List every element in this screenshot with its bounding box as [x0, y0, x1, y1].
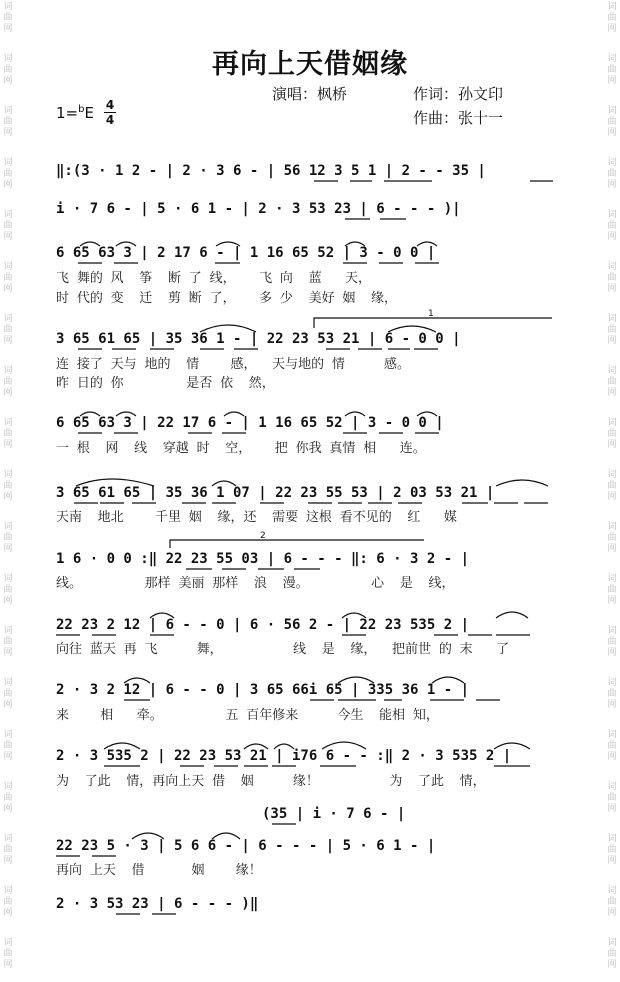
lyric-line-7a: 线。 那样 美丽 那样 浪 漫。 心 是 线， — [56, 576, 455, 591]
watermark-char: 网 — [607, 336, 617, 346]
watermark-char: 曲 — [3, 741, 13, 751]
key-signature — [56, 104, 94, 122]
lyric-line-6a: 天南 地北 千里 姻 缘，还 需要 这根 看不见的 红 媒 — [56, 510, 457, 525]
watermark-char: 网 — [607, 596, 617, 606]
watermark-char: 曲 — [3, 65, 13, 75]
watermark-char: 网 — [607, 960, 617, 970]
watermark-char: 词 — [3, 574, 13, 584]
watermark-char: 曲 — [607, 741, 617, 751]
score-line-1: ‖:(3 · 1 2 - | 2 · 3 6 - | 56 12 3 5 1 | 2 - - 35 | — [56, 163, 486, 179]
watermark-char: 曲 — [3, 793, 13, 803]
left-watermark-strip — [0, 0, 16, 982]
watermark-char: 词 — [607, 2, 617, 12]
watermark-char: 词 — [607, 210, 617, 220]
watermark-char: 网 — [607, 700, 617, 710]
watermark-char: 网 — [607, 24, 617, 34]
watermark-char: 曲 — [3, 221, 13, 231]
watermark-char: 网 — [3, 596, 13, 606]
watermark-char: 曲 — [607, 221, 617, 231]
score-line-13: 2 · 3 53 23 | 6 - - - )‖ — [56, 896, 259, 912]
watermark-char: 网 — [3, 804, 13, 814]
watermark-char: 网 — [3, 440, 13, 450]
watermark-char: 词 — [3, 106, 13, 116]
watermark-char: 网 — [607, 388, 617, 398]
watermark-char: 词 — [3, 782, 13, 792]
watermark-char: 词 — [607, 54, 617, 64]
watermark-char: 网 — [607, 856, 617, 866]
score-line-8: 22 23 2 12 | 6 - - 0 | 6 · 56 2 - | 22 23 535 2 | — [56, 617, 470, 633]
watermark-char: 曲 — [607, 637, 617, 647]
watermark-char: 曲 — [607, 949, 617, 959]
watermark-char: 曲 — [3, 585, 13, 595]
watermark-char: 曲 — [3, 325, 13, 335]
time-signature — [104, 99, 116, 126]
score-line-6: 3 65 61 65 | 35 36 1 07 | 22 23 55 53 | 2 03 53 21 | — [56, 485, 495, 501]
watermark-char: 曲 — [607, 897, 617, 907]
watermark-char: 词 — [607, 730, 617, 740]
score-line-4: 3 65 61 65 | 35 36 1 - | 22 23 53 21 | 6 - 0 0 | — [56, 331, 461, 347]
watermark-char: 词 — [607, 262, 617, 272]
watermark-char: 网 — [3, 544, 13, 554]
watermark-char: 曲 — [607, 429, 617, 439]
watermark-char: 曲 — [607, 273, 617, 283]
volta-2-label: 2 — [260, 531, 266, 541]
watermark-char: 网 — [3, 128, 13, 138]
composer-credit: 作曲：张十一 — [413, 109, 504, 127]
watermark-char: 曲 — [3, 169, 13, 179]
watermark-char: 网 — [3, 180, 13, 190]
score-line-11: (35 | i · 7 6 - | — [262, 806, 406, 822]
key-flat: b — [78, 104, 85, 115]
watermark-char: 曲 — [607, 13, 617, 23]
watermark-char: 词 — [3, 470, 13, 480]
watermark-char: 曲 — [3, 377, 13, 387]
watermark-char: 词 — [3, 626, 13, 636]
watermark-char: 网 — [607, 544, 617, 554]
watermark-char: 词 — [3, 418, 13, 428]
watermark-char: 词 — [607, 470, 617, 480]
watermark-char: 曲 — [607, 65, 617, 75]
watermark-char: 曲 — [607, 117, 617, 127]
key-note: E — [84, 104, 94, 122]
watermark-char: 曲 — [3, 429, 13, 439]
lyric-line-12a: 再向 上天 借 姻 缘！ — [56, 863, 262, 878]
lyric-line-10a: 为 了此 情，再向上天 借 姻 缘！ 为 了此 情， — [56, 774, 486, 789]
score-line-7: 1 6 · 0 0 :‖ 22 23 55 03 | 6 - - - ‖: 6 · 3 2 - | — [56, 551, 470, 567]
watermark-char: 词 — [607, 886, 617, 896]
watermark-char: 网 — [3, 960, 13, 970]
watermark-char: 词 — [607, 626, 617, 636]
watermark-char: 网 — [607, 128, 617, 138]
lyric-line-9a: 来 相 牵。 五 百年修来 今生 能相 知， — [56, 708, 439, 723]
score-line-9: 2 · 3 2 12 | 6 - - 0 | 3 65 66i 65 | 335 36 1 - | — [56, 682, 470, 698]
watermark-char: 网 — [3, 700, 13, 710]
key-prefix: 1= — [56, 104, 79, 122]
lyricist-credit: 作词：孙文印 — [413, 85, 504, 103]
watermark-char: 网 — [607, 180, 617, 190]
watermark-char: 网 — [607, 76, 617, 86]
watermark-char: 曲 — [3, 845, 13, 855]
watermark-char: 曲 — [3, 533, 13, 543]
watermark-char: 网 — [3, 388, 13, 398]
score-line-10: 2 · 3 535 2 | 22 23 53 21 | i76 6 - - :‖ 2 · 3 535 2 | — [56, 748, 512, 764]
watermark-char: 网 — [3, 856, 13, 866]
watermark-char: 曲 — [3, 689, 13, 699]
watermark-char: 词 — [3, 54, 13, 64]
watermark-char: 网 — [607, 908, 617, 918]
score-line-12: 22 23 5 · 3 | 5 6 6 - | 6 - - - | 5 · 6 1 - | — [56, 838, 436, 854]
watermark-char: 曲 — [3, 637, 13, 647]
watermark-char: 曲 — [607, 793, 617, 803]
watermark-char: 网 — [607, 804, 617, 814]
watermark-char: 曲 — [607, 689, 617, 699]
watermark-char: 词 — [3, 678, 13, 688]
watermark-char: 网 — [607, 284, 617, 294]
right-watermark-strip — [604, 0, 620, 982]
watermark-char: 网 — [3, 752, 13, 762]
watermark-char: 词 — [607, 366, 617, 376]
score-line-2: i · 7 6 - | 5 · 6 1 - | 2 · 3 53 23 | 6 - - - )| — [56, 201, 461, 217]
watermark-char: 曲 — [607, 169, 617, 179]
volta-1-label: 1 — [428, 309, 434, 319]
watermark-char: 网 — [607, 440, 617, 450]
watermark-char: 曲 — [3, 897, 13, 907]
watermark-char: 词 — [607, 574, 617, 584]
watermark-char: 曲 — [3, 13, 13, 23]
watermark-char: 词 — [3, 366, 13, 376]
song-title: 再向上天借姻缘 — [212, 49, 408, 80]
watermark-char: 词 — [3, 834, 13, 844]
watermark-char: 词 — [3, 262, 13, 272]
watermark-char: 网 — [607, 648, 617, 658]
watermark-char: 曲 — [3, 273, 13, 283]
watermark-char: 词 — [607, 938, 617, 948]
lyric-line-4b: 昨 日的 你 是否 依 然， — [56, 376, 275, 391]
watermark-char: 词 — [3, 886, 13, 896]
watermark-char: 网 — [3, 232, 13, 242]
watermark-char: 曲 — [607, 845, 617, 855]
watermark-char: 网 — [3, 908, 13, 918]
watermark-char: 词 — [3, 314, 13, 324]
score-line-5: 6 65 63 3 | 22 17 6 - | 1 16 65 52 | 3 - 0 0 | — [56, 415, 444, 431]
lyric-line-4a: 连 接了 天与 地的 情 感， 天与地的 情 感。 — [56, 357, 411, 372]
score-line-3: 6 65 63 3 | 2 17 6 - | 1 16 65 52 | 3 - 0 0 | — [56, 245, 436, 261]
meter-bottom: 4 — [105, 113, 115, 127]
watermark-char: 曲 — [3, 117, 13, 127]
watermark-char: 词 — [607, 678, 617, 688]
watermark-char: 词 — [607, 834, 617, 844]
watermark-char: 曲 — [607, 377, 617, 387]
watermark-char: 曲 — [607, 481, 617, 491]
lyric-line-8a: 向往 蓝天 再 飞 舞， 线 是 缘， 把前世 的 末 了 — [56, 642, 510, 657]
watermark-char: 曲 — [607, 533, 617, 543]
watermark-char: 曲 — [3, 481, 13, 491]
watermark-char: 网 — [3, 24, 13, 34]
watermark-char: 词 — [607, 522, 617, 532]
lyric-line-3b: 时 代的 变 迁 剪 断 了， 多 少 美好 姻 缘， — [56, 291, 398, 306]
watermark-char: 词 — [3, 210, 13, 220]
watermark-char: 网 — [3, 648, 13, 658]
lyric-line-3a: 飞 舞的 风 筝 断 了 线， 飞 向 蓝 天， — [56, 271, 372, 286]
watermark-char: 网 — [607, 492, 617, 502]
watermark-char: 词 — [3, 2, 13, 12]
watermark-char: 曲 — [607, 325, 617, 335]
watermark-char: 网 — [3, 284, 13, 294]
watermark-char: 网 — [3, 76, 13, 86]
watermark-char: 词 — [607, 158, 617, 168]
watermark-char: 网 — [3, 336, 13, 346]
watermark-char: 网 — [3, 492, 13, 502]
watermark-char: 词 — [3, 522, 13, 532]
watermark-char: 曲 — [607, 585, 617, 595]
singer-credit: 演唱：枫桥 — [272, 85, 348, 103]
watermark-char: 网 — [607, 232, 617, 242]
meter-top: 4 — [105, 98, 115, 112]
watermark-char: 词 — [3, 730, 13, 740]
watermark-char: 曲 — [3, 949, 13, 959]
watermark-char: 词 — [607, 314, 617, 324]
lyric-line-5a: 一 根 网 线 穿越 时 空， 把 你我 真情 相 连。 — [56, 441, 426, 456]
watermark-char: 词 — [3, 938, 13, 948]
watermark-char: 词 — [3, 158, 13, 168]
watermark-char: 网 — [607, 752, 617, 762]
watermark-char: 词 — [607, 106, 617, 116]
watermark-char: 词 — [607, 782, 617, 792]
watermark-char: 词 — [607, 418, 617, 428]
